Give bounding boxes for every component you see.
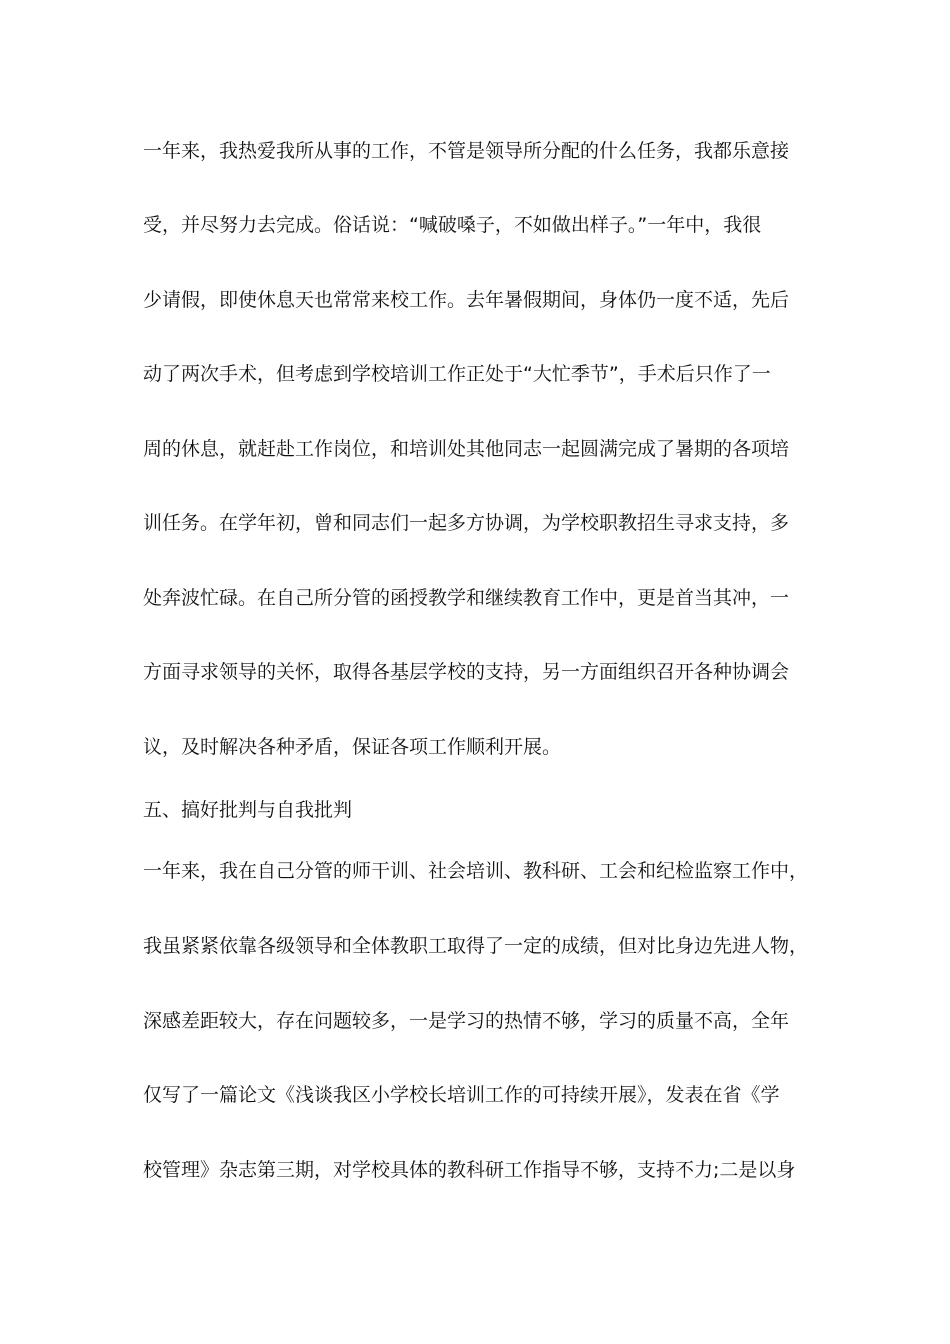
- paragraph-1-line-5: 周的休息，就赶赴工作岗位，和培训处其他同志一起圆满完成了暑期的各项培: [143, 438, 790, 460]
- paragraph-2-line-5: 校管理》杂志第三期，对学校具体的教科研工作指导不够，支持不力;二是以身: [143, 1159, 796, 1181]
- paragraph-1-line-1: 一年来，我热爱我所从事的工作，不管是领导所分配的什么任务，我都乐意接: [143, 140, 790, 162]
- paragraph-2-line-1: 一年来，我在自己分管的师干训、社会培训、教科研、工会和纪检监察工作中，: [143, 860, 809, 882]
- paragraph-2-line-3: 深感差距较大，存在问题较多，一是学习的热情不够，学习的质量不高，全年: [143, 1010, 790, 1032]
- paragraph-2-line-4: 仅写了一篇论文《浅谈我区小学校长培训工作的可持续开展》，发表在省《学: [143, 1084, 780, 1106]
- paragraph-1-line-8: 方面寻求领导的关怀，取得各基层学校的支持，另一方面组织召开各种协调会: [143, 661, 790, 683]
- paragraph-2-line-2: 我虽紧紧依靠各级领导和全体教职工取得了一定的成绩，但对比身边先进人物，: [143, 935, 809, 957]
- paragraph-1-line-3: 少请假，即使休息天也常常来校工作。去年暑假期间，身体仍一度不适，先后: [143, 289, 790, 311]
- paragraph-1-line-6: 训任务。在学年初，曾和同志们一起多方协调，为学校职教招生寻求支持，多: [143, 512, 790, 534]
- paragraph-1-line-4: 动了两次手术，但考虑到学校培训工作正处于“大忙季节”，手术后只作了一: [143, 363, 771, 385]
- paragraph-1-line-2: 受，并尽努力去完成。俗话说：“喊破嗓子，不如做出样子。”一年中，我很: [143, 214, 762, 236]
- paragraph-1-line-7: 处奔波忙碌。在自己所分管的函授教学和继续教育工作中，更是首当其冲，一: [143, 587, 790, 609]
- paragraph-1-line-9: 议，及时解决各种矛盾，保证各项工作顺利开展。: [143, 736, 562, 758]
- section-heading: 五、搞好批判与自我批判: [143, 799, 353, 821]
